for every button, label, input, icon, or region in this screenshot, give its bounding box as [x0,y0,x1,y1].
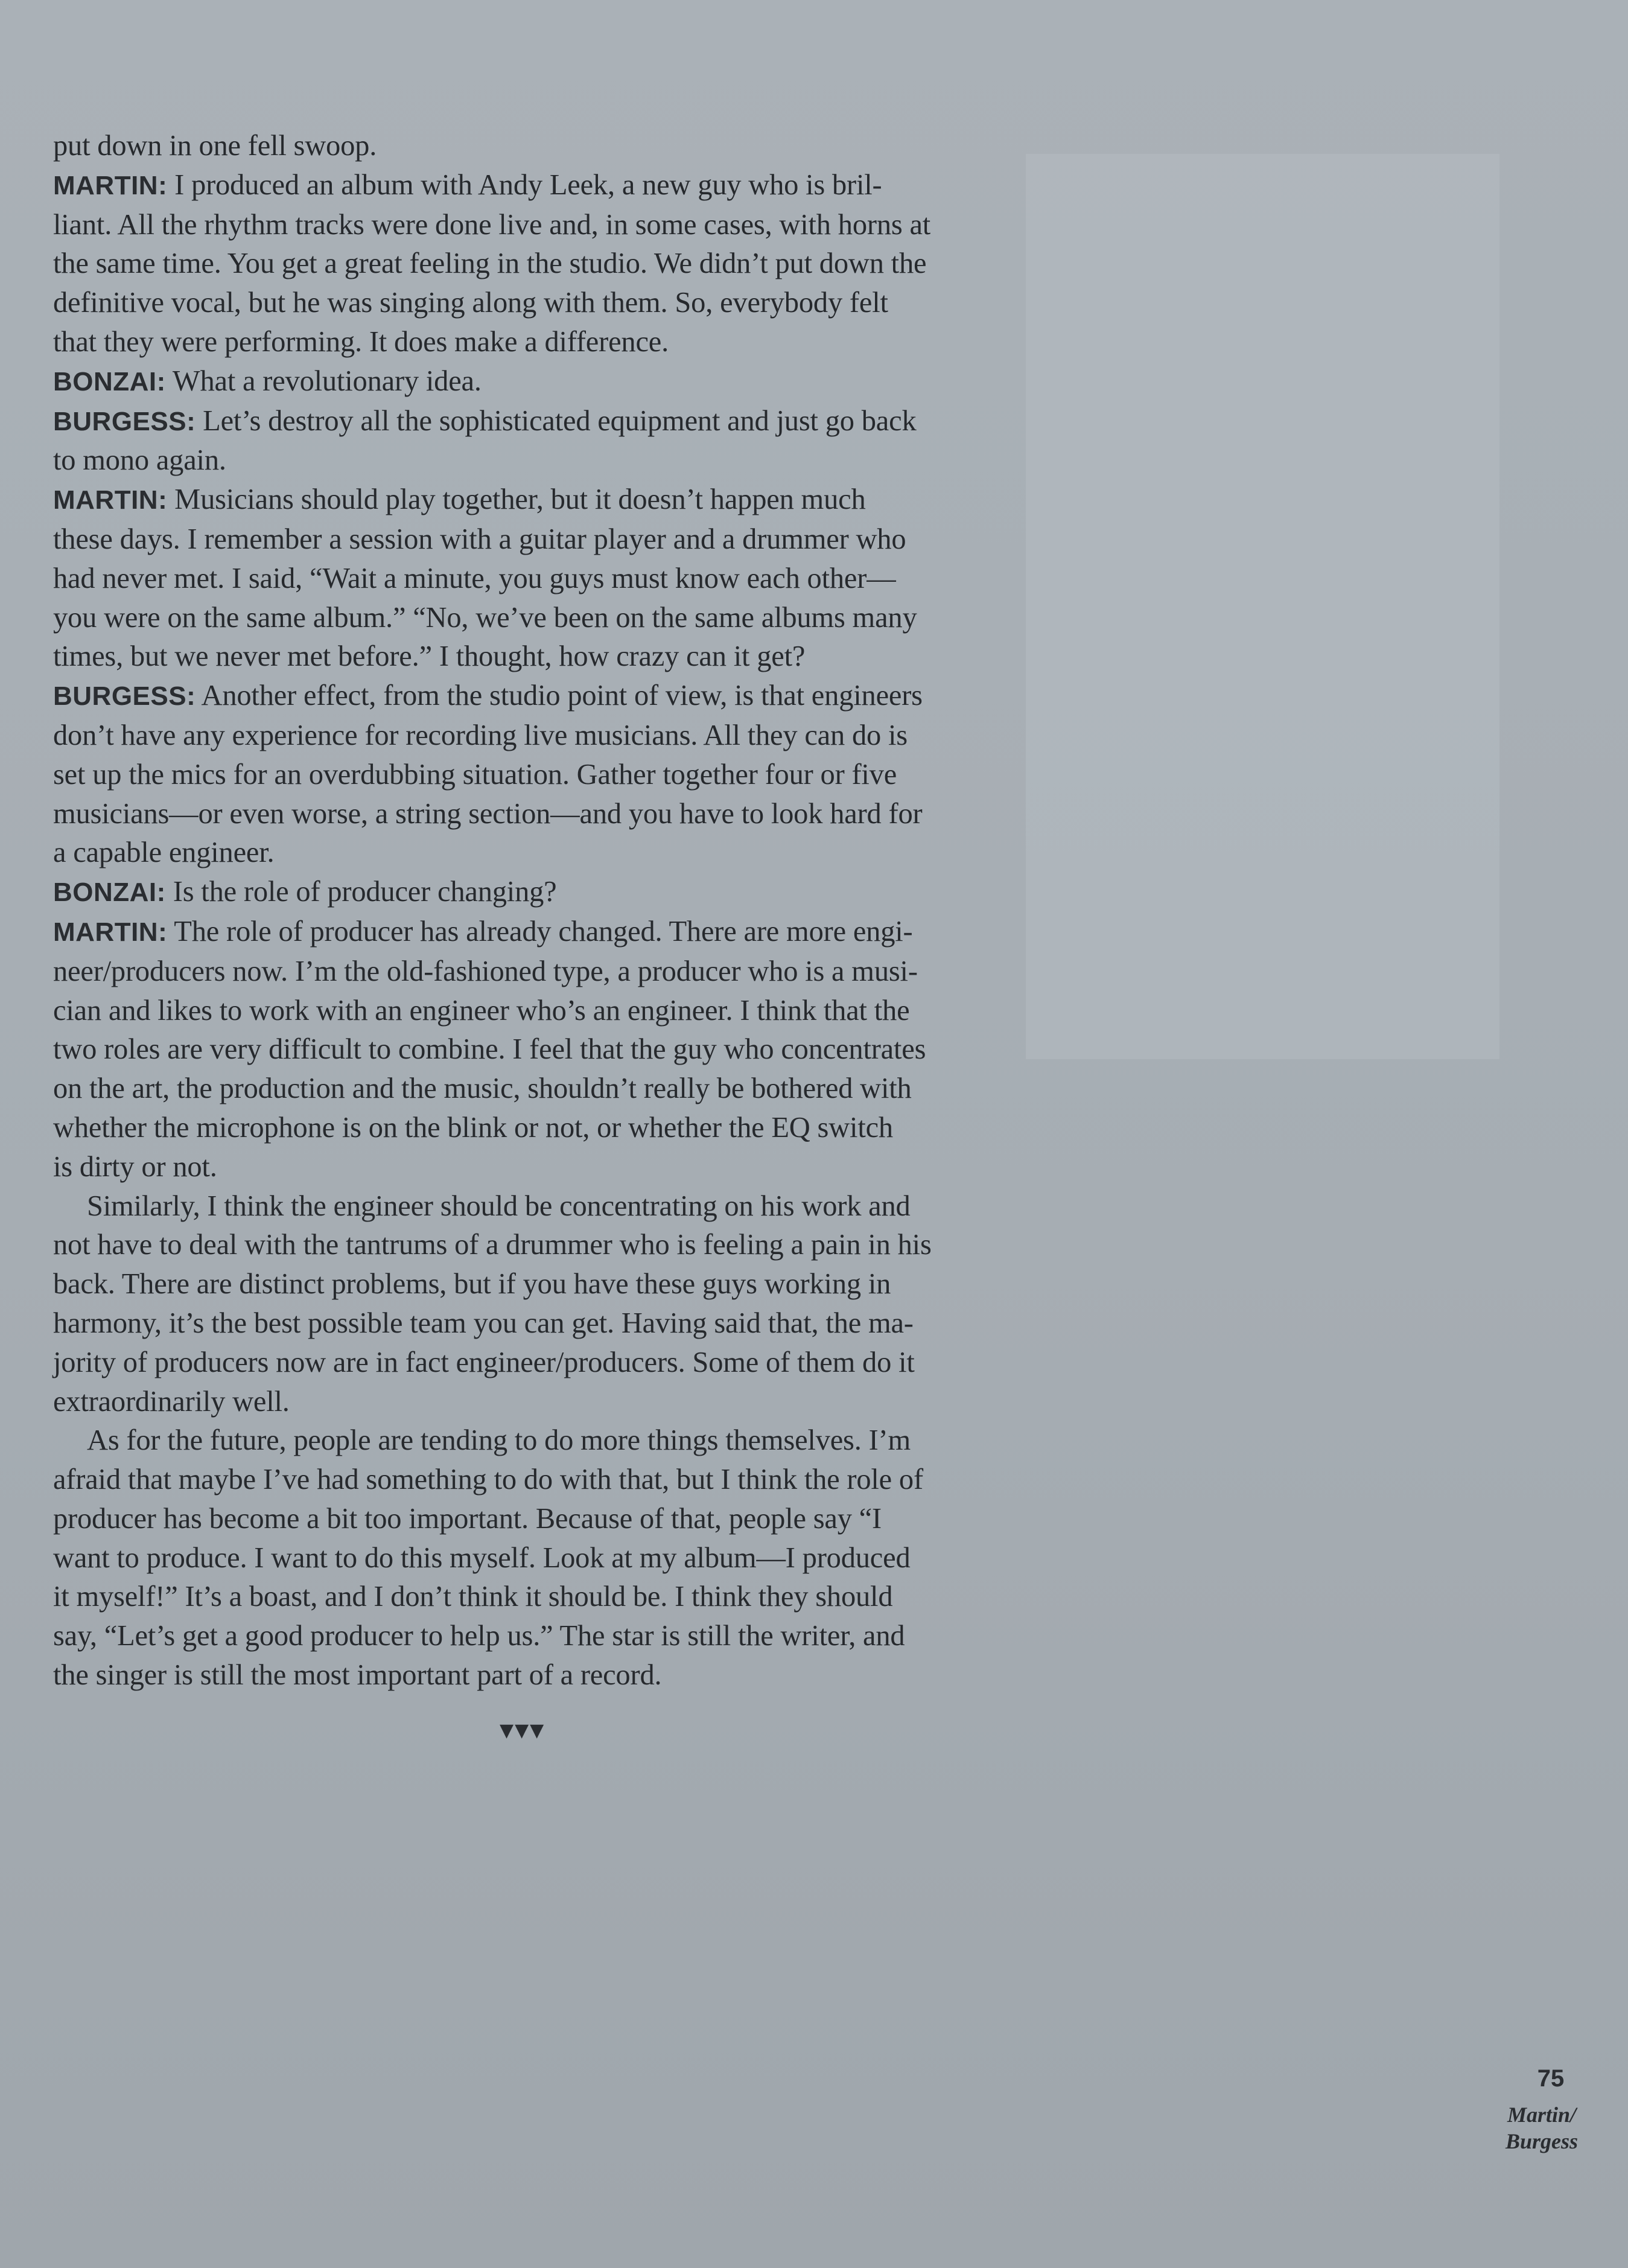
article-body [53,127,1019,1695]
text-line [53,1148,1019,1187]
text-line [53,1109,1019,1148]
running-footer-line-2: Burgess [1505,2129,1579,2153]
line-text: What a revolutionary idea. [165,365,482,397]
line-text: not have to deal with the tantrums of a drummer who is feeling a pain in his [53,1229,932,1261]
line-text: had never met. I said, “Wait a minute, you guys must know each other— [53,562,896,594]
text-line [53,166,1019,206]
running-footer [1490,2101,1593,2155]
text-line [53,1421,1019,1461]
text-line [53,952,1019,992]
line-text: neer/producers now. I’m the old-fashioned type, a producer who is a musi- [53,955,918,987]
line-text: liant. All the rhythm tracks were done live and, in some cases, with horns at [53,208,931,241]
line-text: extraordinarily well. [53,1385,290,1418]
line-text: Let’s destroy all the sophisticated equipment and just go back [196,404,917,437]
speaker-label: BURGESS: [53,406,196,436]
line-text: producer has become a bit too important. Because of that, people say “I [53,1502,882,1535]
line-text: whether the microphone is on the blink or not, or whether the EQ switch [53,1111,893,1144]
page-number: 75 [1537,2065,1565,2092]
line-text: is dirty or not. [53,1150,217,1183]
text-line [53,284,1019,323]
line-text: put down in one fell swoop. [53,130,377,162]
text-line [53,480,1019,520]
text-line [53,756,1019,795]
text-line [53,716,1019,756]
text-line [53,1539,1019,1578]
line-text: to mono again. [53,444,226,477]
line-text: Similarly, I think the engineer should be concentrating on his work and [87,1190,911,1222]
text-line [53,992,1019,1031]
line-text: on the art, the production and the music, shouldn’t really be bothered with [53,1072,912,1105]
text-line [53,1304,1019,1343]
show-through-block [1026,154,1499,1059]
text-line [53,795,1019,834]
text-line [53,1343,1019,1383]
line-text: As for the future, people are tending to do more things themselves. I’m [87,1424,911,1457]
speaker-label: BONZAI: [53,366,166,397]
text-line [53,1030,1019,1069]
text-line [53,1578,1019,1617]
text-line [53,1500,1019,1539]
text-line [53,1226,1019,1265]
text-line [53,873,1019,913]
line-text: these days. I remember a session with a guitar player and a drummer who [53,523,906,555]
text-line [53,1383,1019,1422]
text-line [53,1187,1019,1226]
line-text: the same time. You get a great feeling in the studio. We didn’t put down the [53,247,927,280]
text-line [53,206,1019,245]
text-line [53,1265,1019,1304]
line-text: set up the mics for an overdubbing situation. Gather together four or five [53,758,897,791]
line-text: it myself!” It’s a boast, and I don’t think it should be. I think they should [53,1581,893,1613]
line-text: the singer is still the most important part of a record. [53,1659,662,1692]
line-text: you were on the same album.” “No, we’ve been on the same albums many [53,601,917,634]
line-text: harmony, it’s the best possible team you can get. Having said that, the ma- [53,1307,914,1339]
running-footer-line-1: Martin/ [1507,2103,1577,2127]
line-text: a capable engineer. [53,836,275,869]
speaker-label: MARTIN: [53,170,168,200]
line-text: back. There are distinct problems, but if you have these guys working in [53,1268,891,1301]
line-text: that they were performing. It does make a difference. [53,325,669,358]
end-of-article-mark: ▼▼▼ [500,1720,545,1741]
line-text: I produced an album with Andy Leek, a new guy who is bril- [167,168,882,201]
line-text: times, but we never met before.” I thought, how crazy can it get? [53,640,806,673]
line-text: don’t have any experience for recording live musicians. All they can do is [53,719,908,751]
speaker-label: BURGESS: [53,681,196,712]
line-text: definitive vocal, but he was singing along with them. So, everybody felt [53,287,888,319]
line-text: afraid that maybe I’ve had something to do with that, but I think the role of [53,1464,923,1496]
text-line [53,127,1019,166]
speaker-label: MARTIN: [53,485,168,515]
text-line [53,441,1019,480]
text-line [53,599,1019,638]
text-line [53,677,1019,716]
line-text: musicians—or even worse, a string section—and you have to look hard for [53,797,923,830]
speaker-label: MARTIN: [53,917,168,947]
line-text: jority of producers now are in fact engineer/producers. Some of them do it [53,1346,915,1378]
line-text: want to produce. I want to do this myself. Look at my album—I produced [53,1541,911,1574]
text-line [53,402,1019,442]
text-line [53,1617,1019,1656]
line-text: say, “Let’s get a good producer to help us.” The star is still the writer, and [53,1620,905,1652]
line-text: Another effect, from the studio point of view, is that engineers [196,680,923,712]
text-line [53,1461,1019,1500]
text-line [53,362,1019,402]
text-line [53,1069,1019,1109]
line-text: Is the role of producer changing? [165,876,557,908]
text-line [53,913,1019,952]
text-line [53,637,1019,677]
line-text: Musicians should play together, but it doesn’t happen much [167,483,866,516]
line-text: The role of producer has already changed. There are more engi- [167,915,913,948]
text-line [53,520,1019,559]
line-text: cian and likes to work with an engineer who’s an engineer. I think that the [53,994,910,1027]
text-line [53,833,1019,873]
line-text: two roles are very difficult to combine. I feel that the guy who concentrates [53,1033,926,1066]
speaker-label: BONZAI: [53,878,166,908]
text-line [53,1656,1019,1695]
text-line [53,323,1019,362]
text-line [53,244,1019,284]
text-line [53,559,1019,599]
